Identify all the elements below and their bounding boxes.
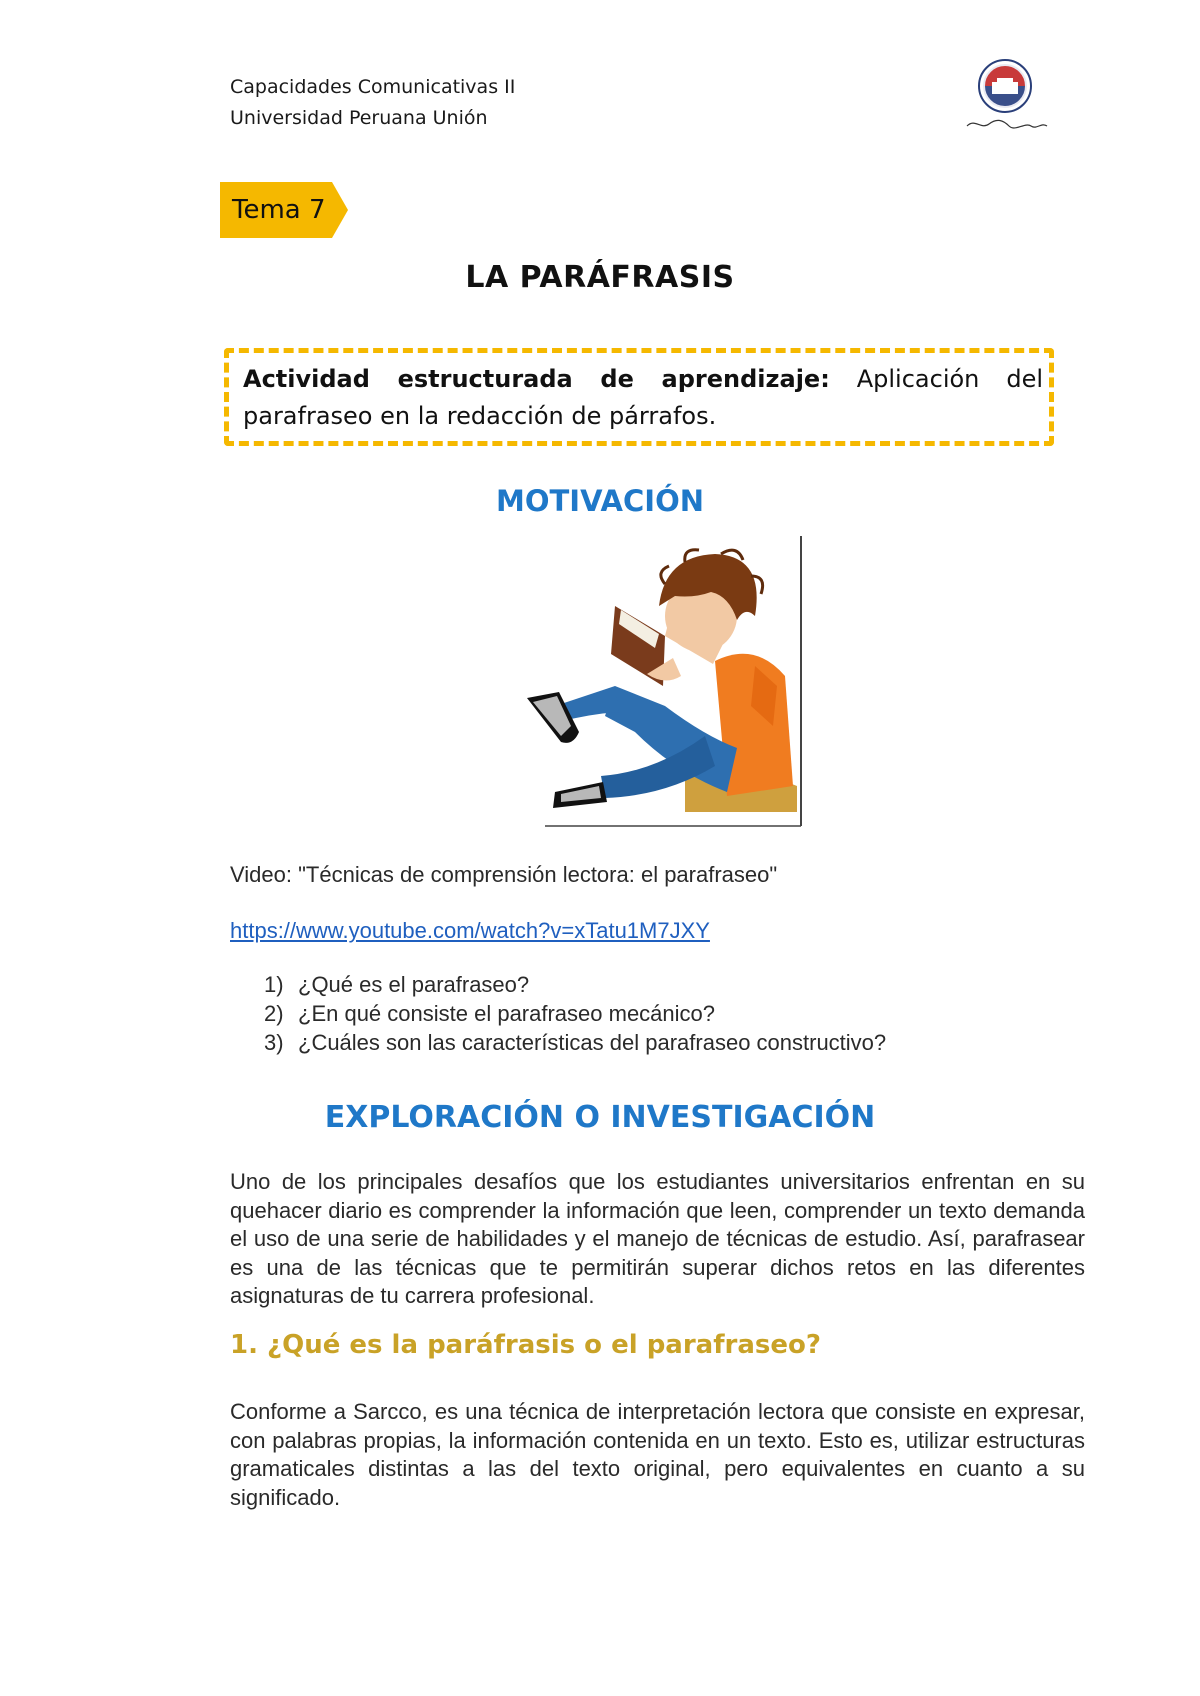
page-header [230, 72, 515, 134]
list-item-text: ¿Cuáles son las características del parafraseo constructivo? [298, 1030, 887, 1055]
list-item [264, 1028, 886, 1057]
activity-label: Actividad estructurada de aprendizaje: [243, 365, 830, 393]
motivation-heading: MOTIVACIÓN [496, 484, 704, 518]
topic-tag [220, 182, 348, 238]
topic-label: Tema 7 [232, 195, 326, 225]
activity-text [243, 361, 1043, 435]
list-item-text: ¿Qué es el parafraseo? [298, 972, 530, 997]
activity-description: Aplicación del parafraseo en la redacción de párrafos. [243, 365, 1044, 430]
list-item-number: 2) [264, 1001, 284, 1026]
list-item [264, 999, 886, 1028]
list-item-text: ¿En qué consiste el parafraseo mecánico? [298, 1001, 716, 1026]
list-item [264, 970, 886, 999]
video-link[interactable]: https://www.youtube.com/watch?v=xTatu1M7JXY [230, 918, 710, 943]
list-item-number: 1) [264, 972, 284, 997]
signature-script-icon [967, 120, 1047, 128]
section-1-heading: 1. ¿Qué es la paráfrasis o el parafraseo? [230, 1330, 821, 1360]
list-item-number: 3) [264, 1030, 284, 1055]
university-logo [945, 58, 1065, 138]
university-name: Universidad Peruana Unión [230, 107, 488, 129]
boy-reading-book-icon [515, 536, 805, 828]
page-title: LA PARÁFRASIS [465, 260, 735, 295]
university-seal-icon [945, 58, 1065, 138]
exploration-heading: EXPLORACIÓN O INVESTIGACIÓN [324, 1100, 876, 1135]
section-1-paragraph: Conforme a Sarcco, es una técnica de interpretación lectora que consiste en expresar, con palabras propias, la información contenida en un texto. Esto es, utilizar estructuras gramaticales distintas a las del texto original, pero equivalentes en cuanto a su significado. [230, 1399, 1085, 1510]
exploration-paragraph: Uno de los principales desafíos que los estudiantes universitarios enfrentan en su quehacer diario es comprender la información que leen, comprender un texto demanda el uso de una serie de habilidades y el manejo de técnicas de estudio. Así, parafrasear es una de las técnicas que te permitirán superar dichos retos en las diferentes asignaturas de tu carrera profesional. [230, 1169, 1085, 1308]
video-title: Video: "Técnicas de comprensión lectora: el parafraseo" [230, 862, 778, 887]
question-list [264, 970, 886, 1057]
course-name: Capacidades Comunicativas II [230, 76, 516, 98]
activity-callout [224, 348, 1054, 446]
